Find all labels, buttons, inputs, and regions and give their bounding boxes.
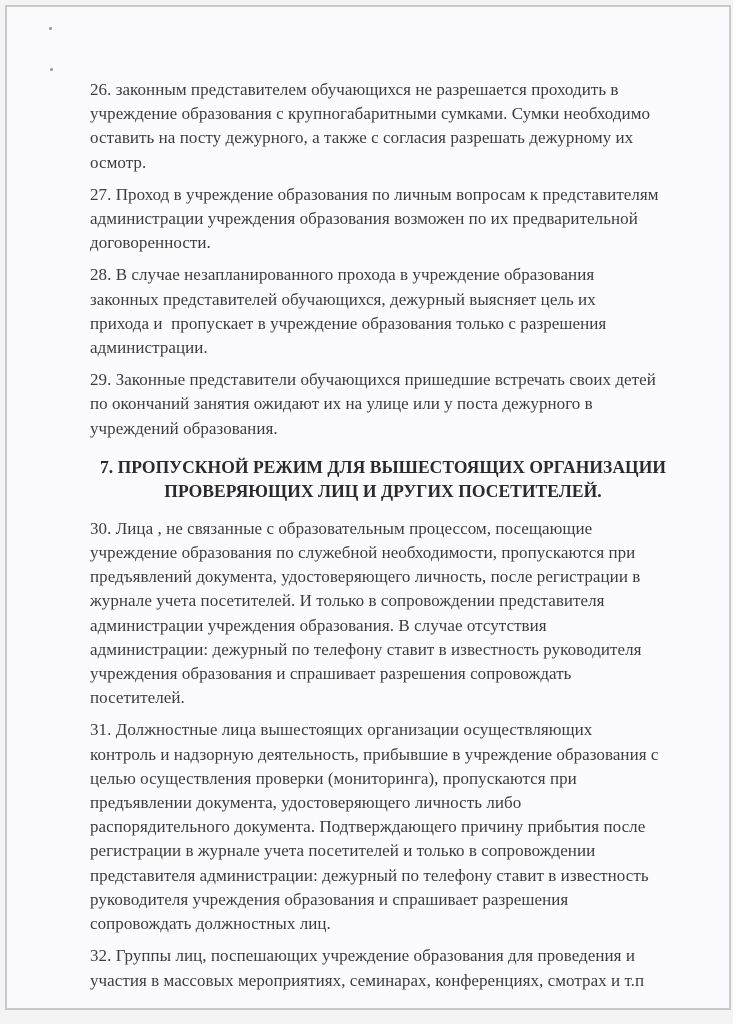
paragraph-32 <box>90 944 690 992</box>
text-line: руководителя учреждения образования и спрашивает разрешения <box>90 889 569 909</box>
section-heading-line-1: 7. ПРОПУСКНОЙ РЕЖИМ ДЛЯ ВЫШЕСТОЯЩИХ ОРГАНИЗАЦИИ <box>99 456 667 477</box>
text-line: администрации учреждения образования. В случае отсутствия <box>90 615 547 635</box>
text-line: посетителей. <box>90 688 185 708</box>
text-line: администрации: дежурный по телефону ставит в известность руководителя <box>90 639 642 659</box>
text-line: учреждения образования и спрашивает разрешения сопровождать <box>90 664 572 684</box>
paragraph-31 <box>90 718 690 936</box>
text-line: 28. В случае незапланированного прохода в учреждение образования <box>90 265 595 285</box>
text-line: 29. Законные представители обучающихся пришедшие встречать своих детей <box>90 370 656 390</box>
text-line: законных представителей обучающихся, дежурный выясняет цель их <box>90 289 596 309</box>
text-line: контроль и надзорную деятельность, прибывшие в учреждение образования с <box>90 744 659 764</box>
paragraph-29 <box>90 368 690 441</box>
text-line: регистрации в журнале учета посетителей и только в сопровождении <box>90 841 596 861</box>
document-body <box>90 78 690 1001</box>
text-line: договоренности. <box>90 233 211 253</box>
text-line: 31. Должностные лица вышестоящих организации осуществляющих <box>90 720 593 740</box>
scan-speck <box>50 68 53 71</box>
scan-speck <box>49 27 52 30</box>
text-line: учреждение образования по служебной необходимости, пропускаются при <box>90 543 636 563</box>
text-line: администрации учреждения образования возможен по их предварительной <box>90 209 638 229</box>
paragraph-27 <box>90 183 690 256</box>
text-line: учреждение образования с крупногабаритными сумками. Сумки необходимо <box>90 104 651 124</box>
text-line: 26. законным представителем обучающихся не разрешается проходить в <box>90 80 619 99</box>
text-line: оставить на посту дежурного, а также с согласия разрешать дежурному их <box>90 128 634 148</box>
text-line: предъявлении документа, удостоверяющего личность либо <box>90 793 522 813</box>
text-line: распорядительного документа. Подтверждающего причину прибытия после <box>90 817 646 837</box>
text-line: 27. Проход в учреждение образования по личным вопросам к представителям <box>90 184 659 204</box>
section-heading-line-2: ПРОВЕРЯЮЩИХ ЛИЦ И ДРУГИХ ПОСЕТИТЕЛЕЙ. <box>164 480 602 501</box>
text-line: по окончаний занятия ожидают их на улице или у поста дежурного в <box>90 394 593 414</box>
text-line: учреждений образования. <box>90 418 278 438</box>
paragraph-26 <box>90 78 690 175</box>
paragraph-30 <box>90 517 690 711</box>
paragraph-28 <box>90 263 690 360</box>
section-heading <box>76 455 690 503</box>
page-edge <box>733 0 744 1024</box>
text-line: участия в массовых мероприятиях, семинарах, конференциях, смотрах и т.п <box>90 970 645 990</box>
text-line: представителя администрации: дежурный по телефону ставит в известность <box>90 865 649 885</box>
text-line: 30. Лица , не связанные с образовательным процессом, посещающие <box>90 518 593 538</box>
text-line: осмотр. <box>90 152 147 172</box>
text-line: предъявлений документа, удостоверяющего личность, после регистрации в <box>90 567 641 587</box>
text-line: 32. Группы лиц, поспешающих учреждение образования для проведения и <box>90 946 635 966</box>
text-line: сопровождать должностных лиц. <box>90 914 331 934</box>
text-line: прихода и пропускает в учреждение образования только с разрешения <box>90 313 607 333</box>
text-line: журнале учета посетителей. И только в сопровождении представителя <box>90 591 605 611</box>
text-line: администрации. <box>90 338 208 358</box>
text-line: целью осуществления проверки (мониторинга), пропускаются при <box>90 768 577 788</box>
